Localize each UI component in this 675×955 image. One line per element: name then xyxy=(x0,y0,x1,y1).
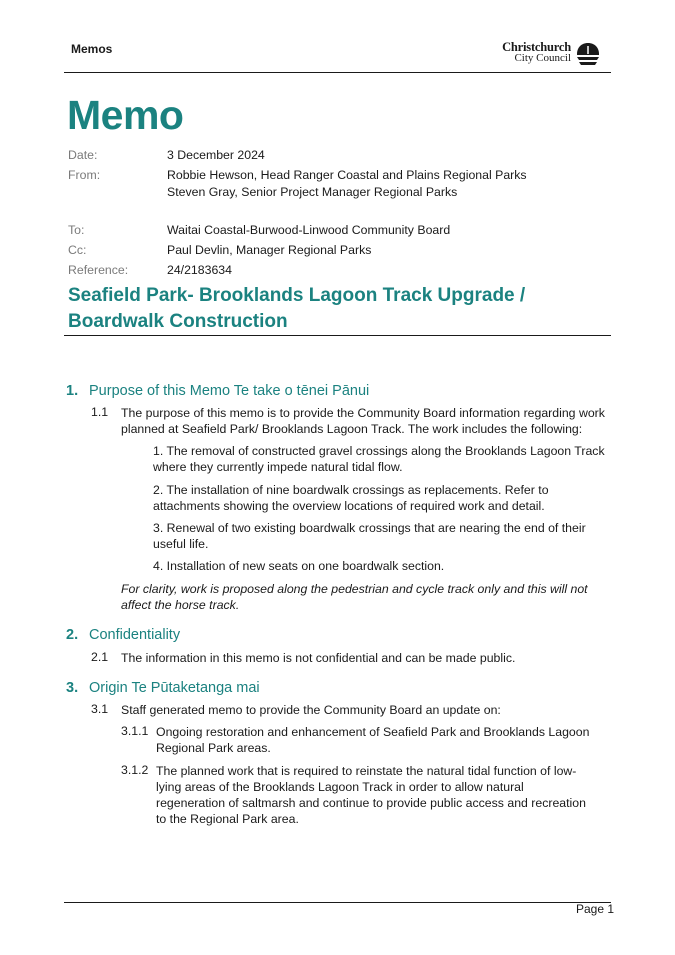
to-value: Waitai Coastal-Burwood-Linwood Community Board xyxy=(167,223,451,237)
council-emblem-icon xyxy=(575,42,601,66)
from-value-2: Steven Gray, Senior Project Manager Regional Parks xyxy=(167,185,458,199)
para-2-1-text: The information in this memo is not confidential and can be made public. xyxy=(121,651,516,665)
section-1-number: 1. xyxy=(66,383,79,399)
para-3-1-2-number: 3.1.2 xyxy=(121,763,149,777)
para-1-1-number: 1.1 xyxy=(91,405,109,419)
section-1-heading: Purpose of this Memo Te take o tēnei Pānui xyxy=(89,383,370,399)
para-3-1-text: Staff generated memo to provide the Community Board an update on: xyxy=(121,703,501,717)
para-3-1-2-text: The planned work that is required to reinstate the natural tidal function of low-lying areas of the Brooklands Lagoon Track in order to allow natural regeneration of saltmarsh and continue to provide public access and recreation to the Regional Park area. xyxy=(156,764,586,826)
para-1-1-text: The purpose of this memo is to provide the Community Board information regarding work planned at Seafield Park/ Brooklands Lagoon Track. The work includes the following: xyxy=(121,406,605,436)
section-2-heading: Confidentiality xyxy=(89,627,181,643)
from-label: From: xyxy=(68,168,101,182)
footer-divider xyxy=(64,902,611,903)
reference-label: Reference: xyxy=(68,263,129,277)
work-item-3: 3. Renewal of two existing boardwalk crossings that are nearing the end of their useful life. xyxy=(153,521,586,551)
work-item-2: 2. The installation of nine boardwalk crossings as replacements. Refer to attachments showing the overview locations of required work and detail. xyxy=(153,483,549,513)
cc-value: Paul Devlin, Manager Regional Parks xyxy=(167,243,372,257)
memo-title: Memo xyxy=(67,92,184,138)
page-number: Page 1 xyxy=(576,902,615,916)
from-value-1: Robbie Hewson, Head Ranger Coastal and Plains Regional Parks xyxy=(167,168,527,182)
header-divider xyxy=(64,72,611,73)
para-3-1-1-text: Ongoing restoration and enhancement of Seafield Park and Brooklands Lagoon Regional Park areas. xyxy=(156,725,590,755)
cc-label: Cc: xyxy=(68,243,87,257)
section-3-number: 3. xyxy=(66,680,79,696)
subject-divider xyxy=(64,335,611,336)
header-label: Memos xyxy=(71,42,113,56)
work-item-1: 1. The removal of constructed gravel crossings along the Brooklands Lagoon Track where they currently impede natural tidal flow. xyxy=(153,444,605,474)
reference-value: 24/2183634 xyxy=(167,263,232,277)
clarity-note: For clarity, work is proposed along the pedestrian and cycle track only and this will not affect the horse track. xyxy=(121,582,588,612)
section-2-number: 2. xyxy=(66,627,79,643)
para-3-1-number: 3.1 xyxy=(91,702,109,716)
memo-subject: Seafield Park- Brooklands Lagoon Track Upgrade / Boardwalk Construction xyxy=(68,285,526,332)
logo-line-1: Christchurch xyxy=(502,40,571,54)
date-label: Date: xyxy=(68,148,98,162)
date-value: 3 December 2024 xyxy=(167,148,265,162)
work-item-4: 4. Installation of new seats on one boardwalk section. xyxy=(153,559,445,573)
section-3-heading: Origin Te Pūtaketanga mai xyxy=(89,680,260,696)
council-logo xyxy=(497,42,601,68)
to-label: To: xyxy=(68,223,85,237)
para-2-1-number: 2.1 xyxy=(91,650,109,664)
logo-line-2: City Council xyxy=(514,52,571,64)
para-3-1-1-number: 3.1.1 xyxy=(121,724,149,738)
